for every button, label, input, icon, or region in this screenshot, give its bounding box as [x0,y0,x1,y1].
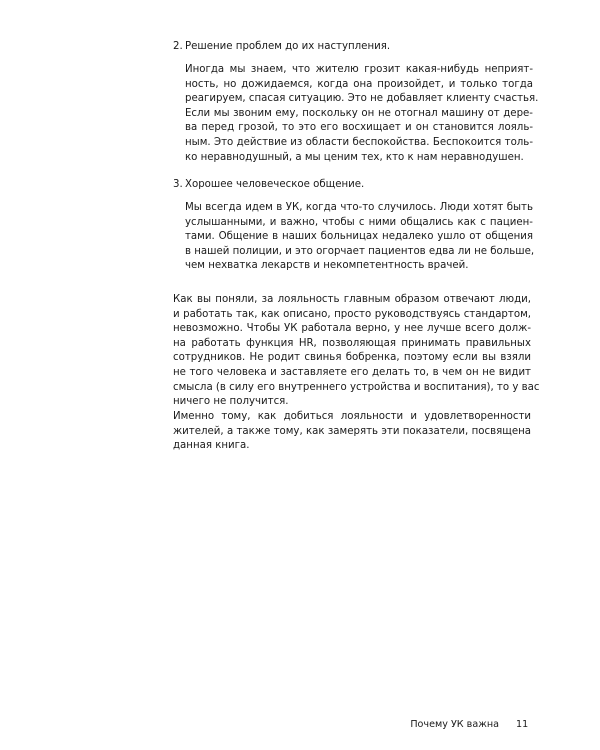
item-body [185,201,533,274]
text-line: не того человека и заставляете его делать то, в чем он не видит [173,366,531,378]
text-line: смысла (в силу его внутреннего устройства и воспитания), то у вас [173,381,540,393]
item-body [185,63,539,165]
text-line: данная книга. [173,440,250,452]
page-footer [0,718,600,732]
text-line: ко неравнодушный, а мы ценим тех, кто к нам неравнодушен. [185,151,524,163]
text-line: ва перед грозой, то это его восхищает и он становится лояль- [185,122,533,134]
list-item-3 [173,178,533,274]
text-line: Если мы звоним ему, поскольку он не отогнал машину от дере- [185,107,533,119]
text-line: на работать функция HR, позволяющая принимать правильных [173,337,531,349]
item-heading-text: Хорошее человеческое общение. [185,179,365,190]
text-line: Мы всегда идем в УК, когда что-то случилось. Люди хотят быть [185,202,533,213]
text-line: чем нехватка лекарств и некомпетентность врачей. [185,260,469,272]
text-line: жителей, а также тому, как замерять эти показатели, посвящена [173,425,531,437]
text-line: Иногда мы знаем, что жителю грозит какая-нибудь неприят- [185,64,533,75]
text-line: ность, но дожидаемся, когда она произойдет, и только тогда [185,78,533,90]
text-line: тами. Общение в наших больницах недалеко ушло от общения [185,231,533,243]
body-paragraph-2 [173,410,531,454]
text-line: ным. Это действие из области беспокойства. Беспокоится толь- [185,136,533,148]
item-number: 3. [173,179,183,190]
body-paragraph-1 [173,293,540,410]
text-line: Именно тому, как добиться лояльности и удовлетворенности [173,411,531,422]
text-line: невозможно. Чтобы УК работала верно, у нее лучше всего долж- [173,323,531,335]
text-line: Как вы поняли, за лояльность главным образом отвечают люди, [173,294,531,305]
text-line: услышанными, и важно, чтобы с ними общались как с пациен- [185,216,533,228]
item-heading [173,178,533,192]
item-heading-text: Решение проблем до их наступления. [185,41,391,52]
item-heading [173,40,533,54]
running-title: Почему УК важна [410,719,499,730]
item-number: 2. [173,41,183,52]
text-line: в нашей полиции, и это огорчает пациентов едва ли не больше, [185,245,535,257]
page-number: 11 [516,719,529,730]
text-line: и работать так, как описано, просто руководствуясь стандартом, [173,308,531,320]
text-line: сотрудников. Не родит свинья бобренка, поэтому если вы взяли [173,352,531,364]
text-line: реагируем, спасая ситуацию. Это не добавляет клиенту счастья. [185,93,539,105]
text-line: ничего не получится. [173,396,289,408]
list-item-2 [173,40,539,165]
